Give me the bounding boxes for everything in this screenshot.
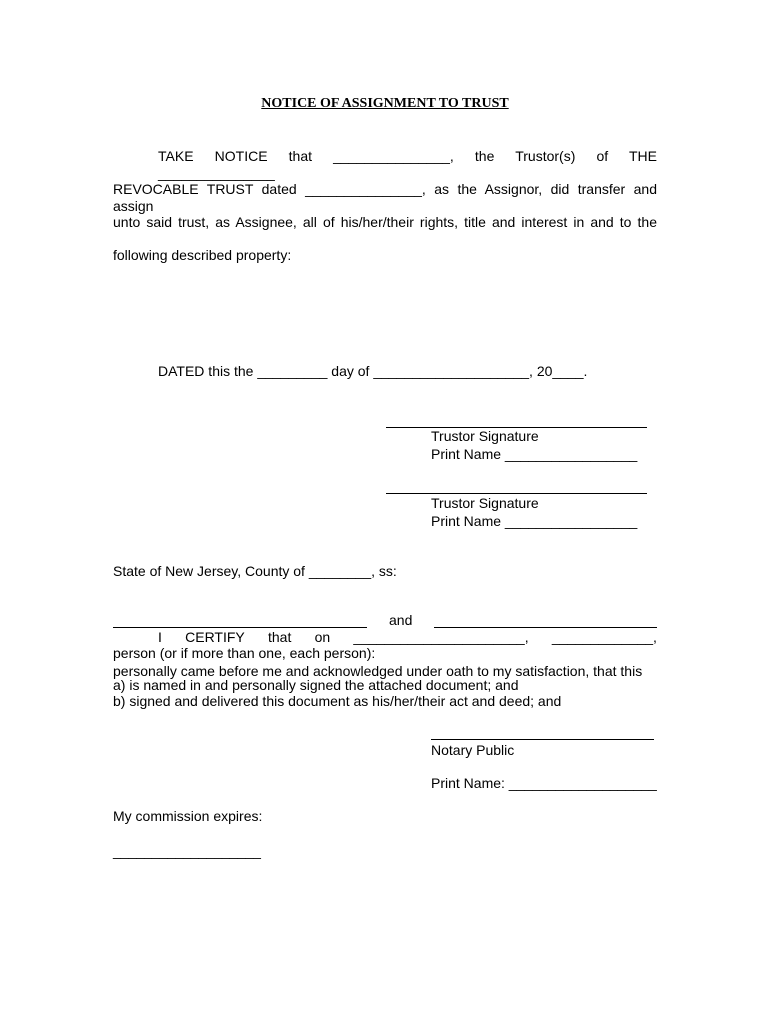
certify-name-line-2: [434, 627, 657, 628]
certify-name-line-1: [113, 627, 367, 628]
certify-date-blank: ______________________,: [353, 629, 529, 645]
certify-and: and: [389, 612, 413, 628]
certify-word-i: I: [158, 629, 162, 645]
notice-line-3: unto said trust, as Assignee, all of his/her/their rights, title and interest in and to the: [113, 214, 657, 230]
clause-b: b) signed and delivered this document as his/her/their act and deed; and: [113, 693, 562, 709]
trustor-signature-label-2: Trustor Signature: [431, 495, 539, 511]
certify-year-blank: _____________,: [551, 629, 657, 645]
document-title: NOTICE OF ASSIGNMENT TO TRUST: [261, 96, 509, 111]
certify-word-on: on: [314, 629, 331, 645]
notice-line-2: REVOCABLE TRUST dated _______________, as the Assignor, did transfer and assign: [113, 181, 657, 214]
commission-blank: ___________________: [113, 843, 261, 859]
certify-word-certify: CERTIFY: [185, 629, 245, 645]
trustor-signature-label-1: Trustor Signature: [431, 428, 539, 444]
notice-line-4: following described property:: [113, 247, 292, 263]
trustor-print-name-2: Print Name _________________: [431, 513, 638, 529]
notary-signature-line: [431, 739, 654, 740]
notary-print-name: Print Name: ___________________: [431, 775, 657, 791]
certify-word-that: that: [268, 629, 292, 645]
notice-paragraph: [113, 148, 657, 264]
trustor-print-name-1: Print Name _________________: [431, 446, 638, 462]
notice-line-1: TAKE NOTICE that _______________, the Trustor(s) of THE _______________: [158, 148, 657, 181]
notary-public-label: Notary Public: [431, 742, 515, 758]
venue-line: State of New Jersey, County of ________, ss:: [113, 563, 397, 579]
trustor-signature-line-2: [386, 493, 647, 494]
commission-label: My commission expires:: [113, 808, 263, 824]
certify-rest-line-2: person (or if more than one, each person):: [113, 645, 376, 661]
clause-a: a) is named in and personally signed the attached document; and: [113, 677, 519, 693]
certify-rest-line-1: personally came before me and acknowledged under oath to my satisfaction, that this: [113, 663, 643, 679]
dated-line: DATED this the _________ day of ____________________, 20____.: [158, 363, 588, 379]
